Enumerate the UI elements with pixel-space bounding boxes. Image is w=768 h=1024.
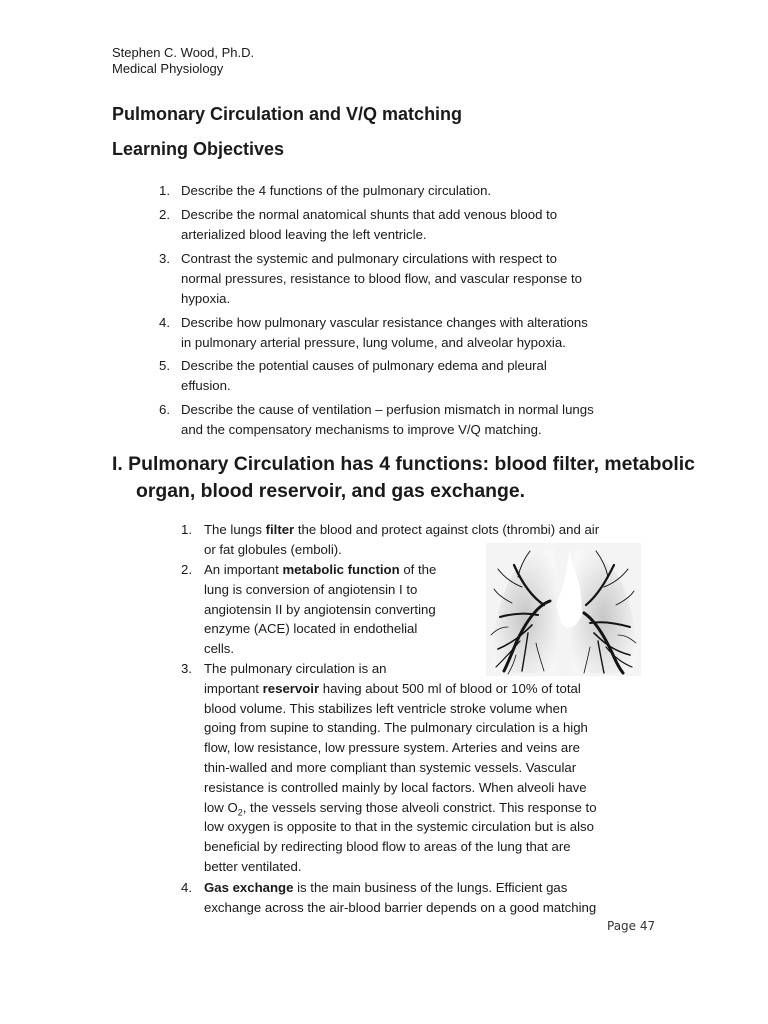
function-item-metabolic: An important metabolic function of the lung is conversion of angiotensin I to angiotensin II by angiotensin converting enzyme (ACE) located in endothelial cells. — [204, 562, 437, 657]
function-number: 2. — [181, 562, 192, 577]
keyword-reservoir: reservoir — [262, 680, 320, 696]
function-number: 4. — [181, 880, 192, 895]
objective-text: Describe the potential causes of pulmonary edema and pleural — [181, 358, 547, 373]
lung-angiogram-image — [486, 543, 641, 676]
objective-text: and the compensatory mechanisms to improve V/Q matching. — [181, 422, 542, 437]
keyword-filter: filter — [265, 522, 295, 537]
function-item-filter: The lungs filter the blood and protect against clots (thrombi) and air or fat globules (emboli). — [204, 522, 600, 557]
objective-number: 5. — [159, 358, 170, 373]
page-number: Page 47 — [607, 919, 656, 933]
objective-text: Describe how pulmonary vascular resistance changes with alterations — [181, 315, 588, 330]
author-name: Stephen C. Wood, Ph.D. — [112, 45, 255, 60]
objective-number: 6. — [159, 402, 170, 417]
objective-text: arterialized blood leaving the left ventricle. — [181, 227, 427, 242]
keyword-gas-exchange: Gas exchange — [204, 880, 294, 895]
objective-text: Describe the normal anatomical shunts that add venous blood to — [181, 207, 558, 222]
function-item-gas-exchange: Gas exchange is the main business of the lungs. Efficient gas exchange across the air-blood barrier depends on a good matching — [204, 880, 597, 915]
objective-text: effusion. — [181, 378, 231, 393]
objective-number: 3. — [159, 251, 170, 266]
objectives-heading: Learning Objectives — [112, 139, 285, 159]
objective-text: Describe the cause of ventilation – perfusion mismatch in normal lungs — [181, 402, 594, 417]
objective-text: normal pressures, resistance to blood flow, and vascular response to — [181, 271, 582, 286]
objective-number: 2. — [159, 207, 170, 222]
function-item-reservoir: The pulmonary circulation is an important reservoir having about 500 ml of blood or 10% of total blood volume. This stabilizes left ventricle stroke volume when going from supine to standing. The pulmonary circulation is a high flow, low resistance, low pressure system. Arteries and veins are thin-walled and more compliant than systemic vessels. Vascular resistance is controlled mainly by local factors. When alveoli have low $O_2$, the vessels serving those alveoli constrict. This response to low oxygen is opposite to that in the systemic circulation but is also beneficial by redirecting blood flow to areas of the lung that are better ventilated. — [204, 661, 597, 874]
objective-text: hypoxia. — [181, 291, 231, 306]
objective-number: 4. — [159, 315, 170, 330]
keyword-metabolic-function: metabolic function — [282, 562, 400, 577]
objective-text: Describe the 4 functions of the pulmonary circulation. — [181, 183, 492, 198]
objective-text: in pulmonary arterial pressure, lung volume, and alveolar hypoxia. — [181, 335, 566, 350]
section-heading: I. Pulmonary Circulation has 4 functions: blood filter, metabolic organ, blood reservoir, and gas exchange. — [112, 453, 695, 502]
course-name: Medical Physiology — [112, 61, 224, 76]
page-title: Pulmonary Circulation and V/Q matching — [112, 104, 463, 124]
function-number: 1. — [181, 522, 192, 537]
objective-number: 1. — [159, 183, 170, 198]
function-number: 3. — [181, 661, 192, 676]
objective-text: Contrast the systemic and pulmonary circulations with respect to — [181, 251, 558, 266]
